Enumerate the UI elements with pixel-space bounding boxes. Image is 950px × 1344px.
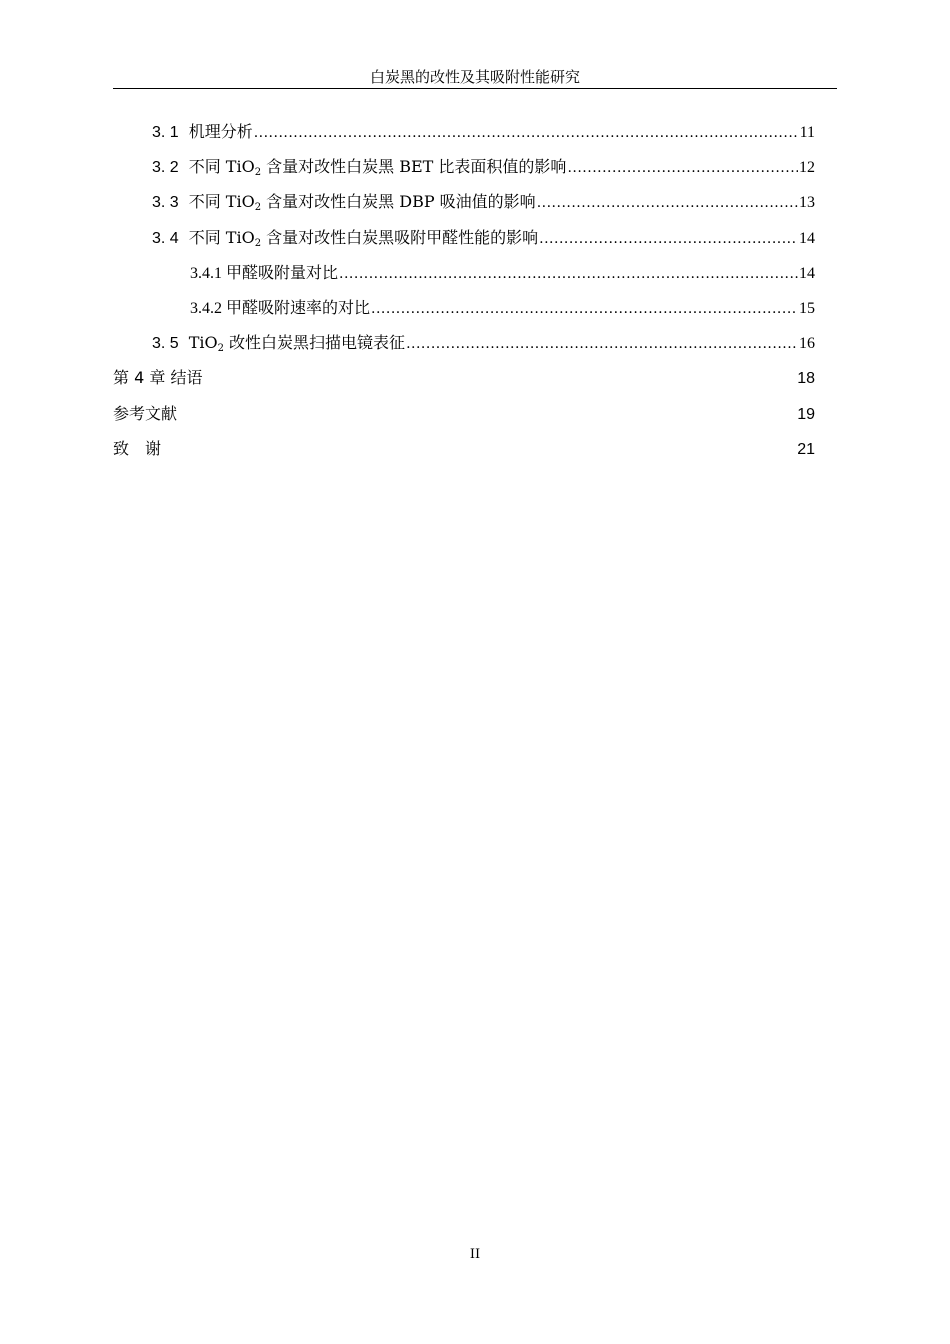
toc-entry[interactable] xyxy=(113,220,815,255)
toc-entry[interactable] xyxy=(113,431,815,466)
toc-entry[interactable] xyxy=(113,360,815,395)
toc-entry-title: 甲醛吸附量对比 xyxy=(226,262,339,282)
dot-leader xyxy=(254,114,799,151)
toc-entry-page: 21 xyxy=(797,440,815,458)
toc-entry[interactable] xyxy=(113,290,815,325)
toc-entry[interactable] xyxy=(113,184,815,219)
toc-entry-page: 14 xyxy=(799,264,815,282)
header-rule xyxy=(113,88,837,89)
toc-entry-page: 19 xyxy=(797,405,815,423)
toc-entry-page: 14 xyxy=(799,229,815,247)
toc-entry-page: 11 xyxy=(799,124,815,141)
toc-entry-page: 16 xyxy=(799,335,815,353)
toc-entry-title: 甲醛吸附速率的对比 xyxy=(226,297,371,317)
toc-entry-number: 3. 1 xyxy=(152,124,179,141)
dot-leader xyxy=(567,149,798,186)
dot-leader xyxy=(537,184,798,221)
table-of-contents xyxy=(113,114,815,466)
page-number: II xyxy=(469,1247,481,1262)
toc-entry-title: 机理分析 xyxy=(188,122,253,141)
toc-entry[interactable] xyxy=(113,325,815,360)
toc-entry-page: 15 xyxy=(799,299,815,317)
toc-entry-title: 致 谢 xyxy=(113,438,162,458)
toc-entry-title: 第 4 章 结语 xyxy=(113,368,203,388)
toc-entry-page: 12 xyxy=(799,159,815,177)
running-header: 白炭黑的改性及其吸附性能研究 xyxy=(369,68,580,86)
toc-entry[interactable] xyxy=(113,396,815,431)
toc-entry[interactable] xyxy=(113,114,815,149)
toc-entry-number: 3. 2 xyxy=(152,159,179,177)
dot-leader xyxy=(539,220,798,257)
toc-entry-number: 3.4.1 xyxy=(190,264,222,282)
toc-entry-number: 3. 5 xyxy=(152,335,179,353)
dot-leader xyxy=(406,325,798,362)
toc-entry-number: 3.4.2 xyxy=(190,299,222,317)
toc-entry[interactable] xyxy=(113,149,815,184)
toc-entry-number: 3. 3 xyxy=(152,194,179,212)
toc-entry-page: 13 xyxy=(799,194,815,212)
toc-entry-number: 3. 4 xyxy=(152,229,179,247)
toc-entry-title: 不同 TiO$_2$ 含量对改性白炭黑 BET 比表面积值的影响 xyxy=(188,157,567,179)
toc-entry-title: TiO$_2$ 改性白炭黑扫描电镜表征 xyxy=(188,333,406,355)
toc-entry-title: 参考文献 xyxy=(113,403,178,423)
dot-leader xyxy=(371,290,798,327)
toc-entry[interactable] xyxy=(113,255,815,290)
toc-entry-title: 不同 TiO$_2$ 含量对改性白炭黑 DBP 吸油值的影响 xyxy=(188,192,536,214)
dot-leader xyxy=(339,255,798,292)
toc-entry-title: 不同 TiO$_2$ 含量对改性白炭黑吸附甲醛性能的影响 xyxy=(188,227,539,249)
toc-entry-page: 18 xyxy=(797,370,815,388)
